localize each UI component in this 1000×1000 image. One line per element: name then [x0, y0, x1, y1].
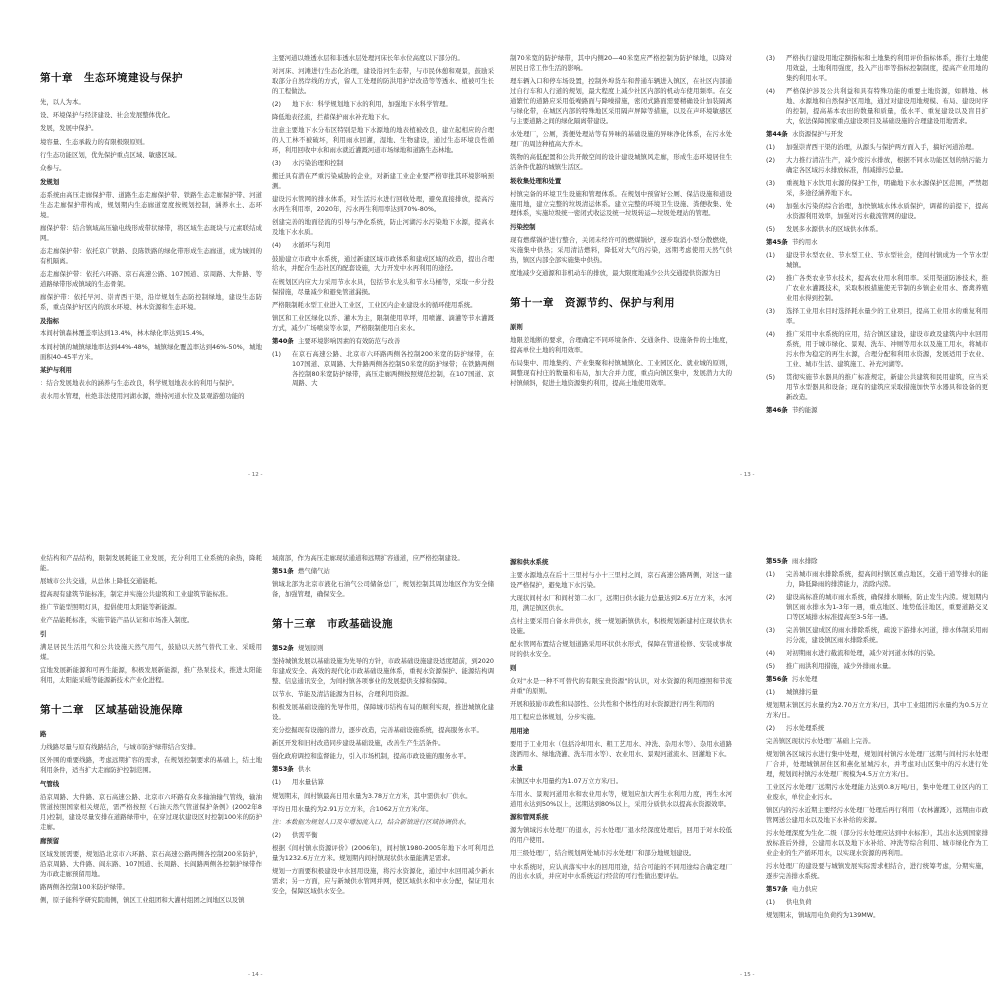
paragraph: 主要河道以维透水层和非透水层处理河床长年水位高度以下部分的。: [272, 54, 464, 62]
paragraph: 平均日用水量约为2.91万立方米，合1062万立方米/年。: [272, 804, 433, 813]
item-text: 水污染治理和控制: [292, 159, 344, 168]
paragraph: 度地减少交通源和非机动车的排放，最大限度地减少公共交通提供资源为日: [510, 269, 721, 278]
paragraph: 布局集中、用地集约、产业集聚和村镇城镇化、工业园区化、就业城的原则，调整现有村庄的数量和布局，加大合并力度，重点向镇区集中，发展潜力大的村镇倾斜，促进土地资源集约利用，提高土地使用效率。: [510, 359, 732, 388]
paragraph: 业结构和产品结构，限制发展耗能工业发展，充分利用工业系统的余热，降耗能。: [40, 554, 262, 572]
item-number: (3): [766, 306, 776, 315]
item-number: (3): [766, 178, 776, 187]
item-number: (2): [766, 274, 776, 283]
paragraph: 力线路尽量与原有线路结合，与城市防护绿带结合安排。: [40, 743, 200, 752]
paragraph: ：结合发展地表水的涵养与生态改良，科学规划地表水的利用与保护。: [40, 379, 239, 388]
paragraph: 宜地发展新能源和可再生能源，积极发展新能源，推广热泵技术，推进太阳能利用，太阳能采暖等能源新技术产业化进程。: [40, 666, 262, 685]
item-text: 用水量估算: [292, 778, 324, 787]
item-number: (2): [766, 592, 776, 601]
paragraph: 降低地表径流，拦蓄保护雨水补充地下水。: [272, 113, 394, 122]
paragraph: 行生态功能区划，优先保护重点区域、敏感区域。: [40, 150, 181, 159]
article-title: 节约用水: [792, 238, 818, 247]
section-heading: 廊预留: [40, 836, 60, 845]
section-heading: 源和供水系统: [510, 558, 549, 566]
list-item: [272, 350, 494, 390]
paragraph: 域南部，作为高压走廊现状通道和远期扩容通道，应严格控制建设。: [272, 554, 464, 562]
list-item: [766, 330, 988, 370]
paragraph: 规划期末镇区污水量约为2.70万立方米/日，其中工业组团污水量约为0.5万立方米/日。: [766, 701, 988, 720]
paragraph: 众参与。: [40, 163, 66, 172]
section-heading: 圾收集处理和处置: [510, 176, 562, 185]
list-item: [272, 100, 494, 110]
chapter-title: 第十章 生态环境建设与保护: [40, 72, 183, 84]
list-item: [766, 593, 988, 623]
article-number: 第45条: [766, 238, 788, 247]
item-text: 供需平衡: [292, 830, 318, 839]
paragraph: 以节水、节能及清洁能源为目标，合理利用资源。: [272, 690, 413, 699]
section-heading: 原则: [510, 323, 523, 332]
item-number: (1): [766, 250, 776, 259]
paragraph: 区外围的重要线路，考虑远期扩容的需求，在规划控制要求的基础上，结土地利用条件，适当扩大走廊防护控制范围。: [40, 756, 262, 775]
item-number: (5): [766, 372, 776, 381]
paragraph: 规划期末，镇域用电负荷约为139MW。: [766, 911, 880, 920]
item-text: 完善镇区建成区的雨水排除系统，疏浚下游排水河道，排水体制采用雨污分流，建设镇区雨水排除系统。: [786, 625, 988, 644]
article-title: 供水: [298, 765, 311, 774]
paragraph: 坚持城镇发展以基础设施为先导的方针，市政基础设施建设适度超前，到2020年建成安全、高效的现代化市政基础设施体系，重视水资源保护、能源结构调整、信息通讯安全，为间村镇各项事业的发展提供支撑和保障。: [272, 657, 494, 685]
item-number: (4): [272, 241, 282, 250]
paragraph: 本间村镇森林覆盖率达到13.4%，林木绿化率达到15.4%。: [40, 329, 209, 338]
paragraph: 本间村镇的城镇绿地率达到44%-48%，城镇绿化覆盖率达到46%-50%，城地面积40-45平方米。: [40, 342, 262, 361]
item-text: 城镇排污量: [786, 688, 818, 697]
item-number: (4): [766, 648, 776, 657]
section-heading: 气管线: [40, 780, 60, 789]
article-title: 主要环境影响因素的有效防范与改善: [298, 336, 401, 345]
list-item: [766, 54, 988, 84]
text-column-left: [510, 54, 732, 392]
item-number: (5): [766, 224, 776, 233]
article-title: 电力供应: [792, 885, 818, 894]
list-item: [766, 87, 988, 127]
article-number: 第57条: [766, 885, 788, 894]
paragraph: 车用水、景观河道用水和农业用水等，规划应加大再生水利用力度，再生水河道用水达到50%以上，远期达到80%以上，采用分质供水以提高水资源效率。: [510, 789, 732, 808]
item-number: (1): [766, 569, 776, 578]
paragraph: 规划镇各区域污水进行集中处理，规划间村镇污水处理厂远期与间村污水处理厂合并，处理城镇居住区和燕化星城污水，并考虑对山区集中的污水进行处理，规划间村镇污水处理厂规模为4.5万立方米/日。: [766, 750, 988, 779]
article-heading: [766, 675, 988, 685]
item-number: (4): [766, 86, 776, 95]
paragraph: 廊保护带：依托早河、崇青西干渠，沿岸规划生态防控制绿地，建设生态防系，重点保护好区内的滨水环境、林木资源和生态环境。: [40, 292, 262, 311]
paragraph: 末镇区中水用量约为1.07万立方米/日。: [510, 776, 623, 785]
chapter-title: 第十二章 区域基础设施保障: [40, 704, 183, 717]
item-number: (1): [766, 142, 776, 151]
list-item: [766, 373, 988, 403]
paragraph: 在规划区内应大力采用节水水具，包括节水龙头和节水马桶等，采取一步分投保措施，尽量减少和避免管道漏损。: [272, 277, 494, 296]
item-text: 推广雨洪利用措施，减少外排雨水量。: [786, 662, 895, 671]
list-item: [272, 778, 494, 788]
section-heading: 及指标: [40, 316, 60, 325]
text-column-right: [766, 554, 988, 925]
paragraph: 境容量、生态承载力的有限极限原则。: [40, 137, 149, 146]
article-heading: [766, 406, 988, 416]
item-number: (2): [272, 830, 282, 839]
paragraph: 新区开发和旧村改造同步建设基础设施，改善生产生活条件。: [272, 739, 445, 748]
paragraph: 村镇完备的环境卫生设施和管理体系。在规划中预留好公厕、保洁设施和道设施用地，建立完整的垃圾清运体系。建立完整的环境卫生设施、粪便收集、处理体系，实施垃圾统一密闭式收运及统一垃圾转运—垃圾处理站的管理。: [510, 189, 732, 218]
paragraph: 业产品能耗标准，实施节能产品认证和市场准入制度。: [40, 616, 194, 625]
paragraph: 积极发展基础设施的先导作用，保障城市结构布局的顺利实现，推进城镇化建设。: [272, 703, 494, 722]
list-item: [272, 831, 494, 841]
paragraph: 污水处理厂的建设要与城镇发展实际需求相结合，进行统筹考虑，分期实施，逐步完善排水系统。: [766, 862, 988, 881]
paragraph: 用三级处理厂，结合规划两处城市污水处理厂和部分地规划建设。: [510, 849, 696, 858]
paragraph: 开展和鼓励市政性和局部性、公共性和个体性的对水资源进行再生利用的: [510, 699, 715, 708]
paragraph: 态系统由高压走廊保护带、道路生态走廊保护带、铁路生态走廊保护带、河道生态走廊保护带构成，规划期内生态廊道宽度按规划控制，涵养水土、态环境。: [40, 190, 262, 219]
paragraph: 鼓励建立市政中水系统，通过新建区域市政体系和建成区域的改造，提出合理给水，并配合生态社区的配套设施，大力开发中水再利用的途径。: [272, 254, 494, 273]
item-text: 对初期雨水进行截流和处理，减少对河道水体的污染。: [786, 648, 940, 657]
text-column-right: [766, 54, 988, 419]
item-number: (1): [272, 349, 282, 358]
paragraph: 展城市公共交通，从总体上降低交通能耗。: [40, 577, 162, 586]
section-heading: 发规划: [40, 177, 60, 186]
page-number: - 13 -: [740, 472, 755, 478]
paragraph: 态走廊保护带：依托六环路、京石高速公路、107国道、京周路、大件路、等道路绿带形成镇域的生态骨架。: [40, 269, 262, 288]
paragraph: 廊保护带：结合镇域高压输电线形成带状绿带，将区域生态斑块与元素联结成网。: [40, 223, 262, 242]
article-number: 第46条: [766, 405, 788, 414]
article-title: 水资源保护与开发: [792, 129, 844, 138]
article-heading: [766, 557, 988, 567]
paragraph: 地限差地断的要求，合理确定不同环境条件、交通条件、设施条件的土地度，提高单位土地的利用效率。: [510, 336, 732, 355]
text-column-right: [272, 554, 494, 900]
item-number: (1): [766, 898, 776, 907]
list-item: [766, 898, 988, 908]
item-number: (5): [766, 662, 776, 671]
paragraph: 大现状间村水厂和间村第二水厂，远期日供水能力总量达到2.6万立方米，水河用，满足镇区供水。: [510, 593, 732, 612]
list-item: [766, 179, 988, 199]
article-number: 第53条: [272, 765, 294, 774]
article-heading: [766, 130, 988, 140]
paragraph: 源为镇域污水处理厂的退水，污水处理厂退水经深度处理后，回用于对水较低的用户使用。: [510, 826, 732, 845]
paragraph: 工业区污水处理厂远期污水处理能力达到0.8万吨/日，集中处理工业区内的工业废水，单位企业污水。: [766, 783, 988, 802]
item-text: 发展多水源供水的区域供水体系。: [786, 224, 882, 233]
paragraph: 水处理厂，公厕，粪便处理站等有异味的基础设施的异味净化体系，在污水处理厂的周边种植高大乔木。: [510, 129, 732, 148]
section-heading: 水量: [510, 763, 523, 772]
article-title: 雨水排除: [792, 557, 818, 565]
paragraph: 区域发展需要，规划沿北京市六环路、京石高速公路两侧各控制200米防护，沿京周路、大件路、阎东路、107国道、长周路、长阎路两侧各控制护绿带作为市政走廊预留用地。: [40, 849, 262, 878]
list-item: [766, 662, 988, 672]
paragraph: 要用于工业用水（包括冷却用水、粗工艺用水、冲洗、杂用水等）、杂用水道路浇洒用水、绿地浇灌、洗车用水等）、农业用水、景观河道流水、回灌地下水。: [510, 739, 732, 758]
article-heading: [272, 765, 494, 775]
item-text: 推广采用中水系统的应用，结合镇区建设，建设市政及建筑内中水回用系统，用于城市绿化、景观、洗车、冲厕等用水以及施工用水，将城市污水作为稳定的再生水源，合理分配和利用水资源，发展适用于农业、工业、城市生活、建筑施工、补充河湖等。: [786, 330, 988, 368]
list-item: [766, 724, 988, 734]
text-column-left: [40, 54, 262, 406]
paragraph: 众对"水是一种不可替代的有限宝贵资源"的认识，对水资源的利用遵照和节流并重"的原则。: [510, 676, 732, 695]
paragraph: 发展，发展中保护。: [40, 124, 98, 133]
paragraph: 态走廊保护带：依托京广铁路、良陈铁路的绿化带形成生态廊道，成为城间的有机隔离。: [40, 246, 262, 265]
item-number: (4): [766, 201, 776, 210]
item-text: 严格执行建设用地定额指标和土地集约利用评价指标体系，推行土地使用效益，土地利用强度，投入产出率等指标控制制度，提高产业用地的集约利用水平。: [786, 54, 988, 82]
item-text: 建设节水型农业、节水型工业、节水型社会，使间村镇成为一个节水型城镇。: [786, 250, 988, 269]
section-heading: 用用途: [510, 726, 530, 735]
text-column-left: [510, 554, 732, 886]
item-text: 水循环与利用: [292, 241, 331, 250]
paragraph: 镇域北部为北京市液化石油气公司储备总厂，规划控制其周边地区作为安全储备，加强管理，确保安全。: [272, 580, 494, 598]
paragraph: 表水用水管理，杜绝非法使用河湖水源，维持河道水位及景观游憩功能的: [40, 392, 245, 401]
paragraph: 沿京周路、大件路、京石高速公路、北京市六环路有众多输油输气管线，输油管道按照国家相关规范，需严格按照《石油天然气管道保护条例》(2002年8月)控制，建设尽量安排在道路绿带中，在穿过现状建设区时控制100米的防护走廊。: [40, 793, 262, 831]
paragraph: 对河床、河滩进行生态化治理，建设沿河生态带，与市民休憩和观景，鼓励采取部分自然岸线的方式，留人工处理的防洪用护岸改造等等透水、植被可生长的工程做法。: [272, 67, 494, 95]
item-text: 推广各类农业节水技术，提高农业用水利用率。采用渠道防渗技术，推广农业水灌溉技术，采取积极措施使无节制的乡镇企业用水、畜禽养殖业用水得到控制。: [786, 274, 988, 302]
paragraph: 路两侧各控制100米防护绿带。: [40, 882, 129, 891]
item-number: (2): [272, 100, 282, 109]
item-text: 大力推行清洁生产，减少废污水排放，根据不同水功能区划的纳污能力确定各区域污水排放标准，削减排污总量。: [786, 155, 988, 174]
list-item: [766, 649, 988, 659]
document-page: [500, 500, 1000, 1000]
article-number: 第44条: [766, 129, 788, 138]
article-number: 第51条: [272, 567, 294, 576]
section-heading: 源和管网系统: [510, 813, 549, 822]
article-heading: [272, 567, 494, 577]
paragraph: 创建完善的地面径流的引导与净化系统，防止河湖污水污染地下水源，提高水及地下水水质。: [272, 218, 494, 237]
list-item: [766, 688, 988, 698]
paragraph: 严格限制耗水型工业进入工业区，工业区内企业建设水的循环使用系统。: [272, 300, 477, 309]
paragraph: 规划期末，间村镇最高日用水量为3.78万立方米，其中需供水厂供水。: [272, 791, 472, 800]
page-number: - 12 -: [248, 472, 263, 478]
item-number: (3): [272, 159, 282, 168]
item-number: (1): [272, 778, 282, 787]
text-column-right: [272, 54, 494, 393]
paragraph: 推广节能型照明灯具，提倡使用太阳能等新能源。: [40, 603, 181, 612]
paragraph: 充分挖掘现有设施的潜力，逐步改造，完善基础设施系统，提高服务水平。: [272, 726, 483, 735]
item-text: 加强水污染的综合治理，加快镇域水体水质保护，调蓄的前提下，提高水资源利用效率，加强对污水截流管网的建设。: [786, 201, 988, 220]
page-number: - 15 -: [740, 972, 755, 978]
article-number: 第40条: [272, 336, 294, 345]
note-text: 注：本数据为规划人口及年增加流入口，结合新镇进行区域协调供水。: [272, 817, 471, 826]
paragraph: 筑物的高低配置和公共开敞空间的设计建设城镇风走廊，形成生态环境居住生活条件优越的城镇生活区。: [510, 152, 732, 171]
article-title: 污水处理: [792, 675, 818, 684]
section-heading: 污染控制: [510, 223, 536, 232]
paragraph: 污水处理深度为生化二级（部分污水处理应达到中水标准），其出水达到国家排放标准后外排，公建用水以及地下水补给、冲洗等综合利用、城市绿化作为工业企业的生产循环用水，以实现水资源的再利用。: [766, 829, 988, 858]
item-number: (1): [766, 688, 776, 697]
item-text: 贯彻实施节水器具的推广标准规定，新建公共建筑和民用建筑，应当采用节水型器具和设备；现有的建筑应采取措施加快节水器具和设备的更新改造。: [786, 372, 988, 401]
paragraph: 中水系统时，应认真落实中水的回用用途，结合可能的不同用途综合确定理厂的出水水质，并应对中水系统运行经营的可行性做出要评估。: [510, 862, 732, 881]
section-heading: 某护与利用: [40, 366, 72, 375]
paragraph: 理车辆入口和停车场设置，控制外埠货车和普通车辆进入镇区，在社区内部通过自行车和人行道的规划，最大程度上减少社区内部的机动车使用频率。在交通繁忙的道路应采用低噪路面与降噪措施，密闭式路面需要精确设计加装隔离与绿化带，在城区内部的特殊地区采用隔声屏障等措施，以及在声环境敏感区与主要道路之间的绿化隔离带建设。: [510, 77, 732, 125]
section-heading: 则: [510, 663, 517, 672]
item-text: 重视地下水饮用水源的保护工作，明确地下水水源保护区范围，严禁超采，多途径涵养地下水。: [786, 178, 988, 197]
item-text: 加强崇青西干渠的治理，从源头与保护两方面入手，搞好河道治理。: [786, 142, 978, 151]
document-page: [0, 500, 500, 1000]
article-heading: [766, 238, 988, 248]
list-item: [766, 274, 988, 304]
list-item: [766, 143, 988, 153]
item-text: 在京石高速公路、北京市六环路两侧各控制200米宽的防护绿带，在107国道、京周路、大件路两侧各控制50米宽的防护绿带；在铁路两侧各控制80米宽防护绿带，高压走廊两侧按照规范控制，在107国道、京周路、大: [292, 349, 494, 388]
document-page: [500, 0, 1000, 500]
list-item: [766, 225, 988, 235]
paragraph: 镇区和工业区绿化以乔、灌木为主，限制使用草坪，用喷灌、滴灌等节水灌溉方式，减少广场喷泉等水景，严格限制使用自来水。: [272, 313, 494, 332]
paragraph: 搬迁具有潜在严重污染威胁的企业，对新建工业企业要严格审批其环境影响预测。: [272, 172, 494, 191]
article-number: 第52条: [272, 644, 294, 653]
paragraph: 镇区内的污水近期主要经污水处理厂处理后再行利用（农林灌溉），远期由市政管网送公建用水以及地下水补给的来源。: [766, 806, 988, 825]
article-number: 第55条: [766, 557, 788, 565]
article-heading: [272, 644, 494, 654]
list-item: [766, 251, 988, 271]
paragraph: 先，以人为本。: [40, 98, 85, 107]
paragraph: 主要水源地点在后十三里村与小十三里村之间，京石高速公路两侧，对这一建设严格保护，避免地下水污染。: [510, 570, 732, 589]
item-text: 污水处理系统: [786, 724, 825, 733]
paragraph: 完善镇区现状污水处理厂基础上完善。: [766, 737, 875, 746]
paragraph: 配水管网布置结合规划道路采用环状供水形式，保障在管道检修、安装或事故时的供水安全。: [510, 640, 732, 658]
paragraph: 现有燃煤锅炉进行整合，关闭未经许可的燃煤锅炉，逐步取消小型分散燃烧，实施集中供热；采用清洁燃料，降低对大气的污染，远期考虑使用天然气供热，镇区内部全部实施集中供热。: [510, 236, 732, 265]
list-item: [766, 156, 988, 176]
paragraph: 强化政府调控和监督能力，引入市场机制，提高市政设施的服务水平。: [272, 752, 471, 761]
paragraph: 规划一方面要积极建设中水回用设施，将污水资源化，通过中水回用减少新水需求；另一方面，应与新城供水管网并网，使区域供水和中水分配，保证用水安全，保障区域供水安全。: [272, 866, 494, 895]
page-number: - 14 -: [248, 972, 263, 978]
section-heading: 路: [40, 730, 47, 739]
item-number: (2): [766, 155, 776, 164]
list-item: [272, 241, 494, 251]
paragraph: 侧，原子能科学研究院南侧，镇区工业组团和大灌村组团之间地区以及镇: [40, 895, 245, 904]
article-heading: [766, 885, 988, 895]
article-number: 第56条: [766, 675, 788, 684]
paragraph: 满足居民生活用气和公共设施天然气用气，鼓励以天然气替代工业、采暖用煤。: [40, 643, 262, 662]
list-item: [766, 307, 988, 327]
document-page: [0, 0, 500, 500]
article-title: 燃气储气站: [298, 567, 330, 576]
paragraph: 制70米宽的防护绿带，其中内侧20—40米宽应严格控制为防护绿地，以降对居民日常工作生活的影响。: [510, 54, 732, 72]
chapter-title: 第十三章 市政基础设施: [272, 617, 393, 630]
paragraph: 建设污水管网的排水体系，对生活污水进行回收处理，避免直接排放，提高污水再生利用率，2020年，污水再生利用率达到70%-80%。: [272, 195, 494, 214]
list-item: [766, 570, 988, 590]
article-title: 规划原则: [298, 644, 324, 653]
item-text: 建设高标准的城市雨水系统，确保排水顺畅，防止发生内涝。规划期内镇区雨水排水为1-3年一遇，重点地区、地势低洼地区，重要道路交叉口等区域排水标准提高至3-5年一遇。: [786, 592, 988, 621]
chapter-title: 第十一章 资源节约、保护与利用: [510, 297, 675, 310]
paragraph: 注意主要地下水分布区特别是地下水源地的地表植被改良，建立起相应的合理的人工林不被破坏，利用雨水回灌，湿地、生物建设，通过生态环境良性循环，利用回收中水和雨水就近灌溉河道市场绿地和道路生态林地。: [272, 126, 494, 155]
article-heading: [272, 337, 494, 347]
paragraph: 点村主要采用自备水井供水，统一规划新镇供水，积极规划新建村庄现状供水设施。: [510, 616, 732, 635]
article-title: 节约能源: [792, 405, 818, 414]
section-heading: 引: [40, 630, 47, 639]
item-number: (2): [766, 724, 776, 733]
paragraph: 根据《间村镇水资源评价》(2006年)，间村镇1980-2005年地下水可利用总量为1232.6万立方米。规划期内间村镇现状供水量能满足需求。: [272, 843, 494, 862]
paragraph: 设、环境保护与经济建设、社会发展整体优化。: [40, 111, 175, 120]
list-item: [766, 202, 988, 222]
item-number: (4): [766, 330, 776, 338]
item-text: 完善城市雨水排除系统，提高间村镇区重点地区，交通干道等排水的能力，降低降雨的排涝能力，消除内涝。: [786, 569, 988, 588]
paragraph: 用工程应总体规划，分步实施。: [510, 712, 600, 721]
text-column-left: [40, 554, 262, 909]
item-text: 严格保护涉及公共利益和具有特殊功能的重要土地资源，如耕地、林地、水源地和自然保护区用地，通过对建设用地规模、布局、建设时序的控制，提高基本农田的数量和质量，低水平、重复建设以及盲目扩大，依法保障国家重点建设项目及基础设施的合理建设用地需求。: [786, 86, 988, 125]
list-item: [766, 626, 988, 646]
item-text: 供电负荷: [786, 898, 812, 907]
item-number: (3): [766, 625, 776, 634]
item-number: (3): [766, 54, 776, 62]
paragraph: 提高现有建筑节能标准，制定并实施公共建筑和工业建筑节能标准。: [40, 590, 232, 599]
list-item: [272, 159, 494, 169]
item-text: 地下水：科学规划地下水的利用，加强地下水科学管理。: [292, 100, 452, 109]
item-text: 选择工业用水目时选择耗水量少的工业项目，提高工业用水的重复利用率。: [786, 306, 988, 325]
